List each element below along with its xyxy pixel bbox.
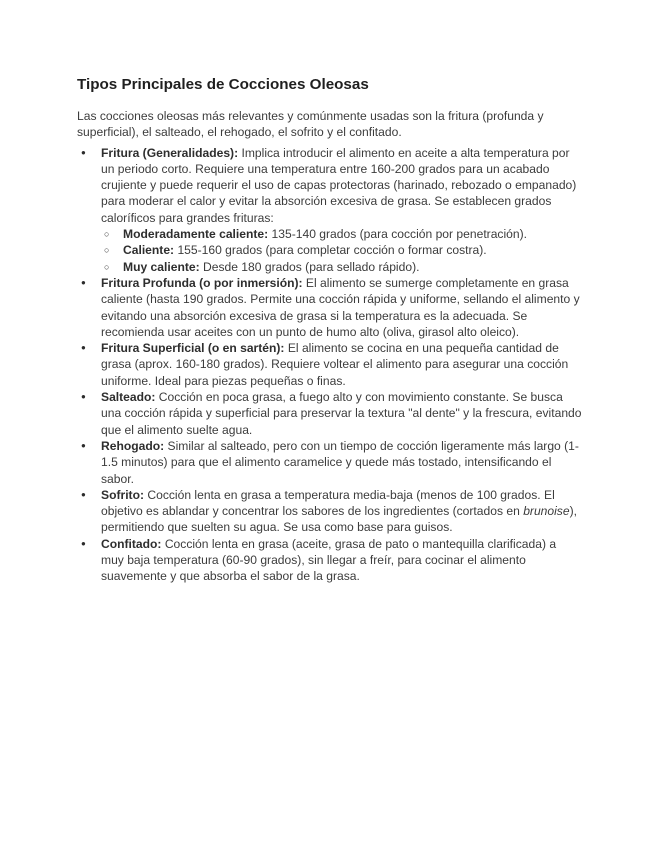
list-item-fritura-superficial: [77, 340, 582, 389]
item-text: Implica introducir el alimento en aceite a alta temperatura por un periodo corto. Requiere una temperatura entre 160-200 grados para un acabado crujiente y puede requerir el uso de capas protectoras (harinado, rebozado o empanado) para moderar el calor y evitar la absorción excesiva de grasa. Se establecen grados caloríficos para grandes frituras:: [101, 145, 577, 225]
item-text: Cocción lenta en grasa (aceite, grasa de pato o mantequilla clarificada) a muy baja temperatura (60-90 grados), sin llegar a freír, para cocinar el alimento suavemente y que absorba el sabor de la grasa.: [101, 536, 557, 584]
sublist-item-muy-caliente: [101, 259, 582, 275]
list-item-confitado: [77, 536, 582, 585]
list-item-rehogado: [77, 438, 582, 487]
page-title: Tipos Principales de Cocciones Oleosas: [77, 76, 369, 93]
item-term: Sofrito:: [101, 487, 144, 502]
item-italic-term: brunoise: [523, 504, 570, 519]
item-term: Fritura Profunda (o por inmersión):: [101, 275, 303, 290]
subitem-text: 135-140 grados (para cocción por penetración).: [268, 227, 528, 242]
document-body: [77, 74, 582, 585]
item-term: Confitado:: [101, 536, 162, 551]
intro-paragraph: Las cocciones oleosas más relevantes y comúnmente usadas son la fritura (profunda y superficial), el salteado, el rehogado, el sofrito y el confitado.: [77, 109, 544, 140]
subitem-term: Muy caliente:: [123, 259, 200, 274]
list-item-fritura-generalidades: [77, 145, 582, 275]
list-item-fritura-profunda: [77, 275, 582, 340]
item-term: Fritura (Generalidades):: [101, 145, 239, 160]
item-text-after: ), permitiendo que suelten su agua. Se usa como base para guisos.: [101, 504, 577, 535]
subitem-term: Moderadamente caliente:: [123, 227, 269, 242]
list-item-sofrito: [77, 487, 582, 536]
item-term: Rehogado:: [101, 438, 165, 453]
subitem-term: Caliente:: [123, 243, 175, 258]
item-text: Similar al salteado, pero con un tiempo de cocción ligeramente más largo (1-1.5 minutos) para que el alimento caramelice y quede más tostado, intensificando el sabor.: [101, 438, 579, 486]
temperature-sublist: [101, 226, 582, 275]
item-text: El alimento se sumerge completamente en grasa caliente (hasta 190 grados. Permite una cocción rápida y uniforme, sellando el alimento y evitando una absorción excesiva de grasa si la temperatura es la adecuada. Se recomienda usar aceites con un punto de humo alto (oliva, girasol alto oleico).: [101, 275, 580, 339]
sublist-item-caliente: [101, 242, 582, 258]
sublist-item-moderadamente-caliente: [101, 226, 582, 242]
item-text: Cocción lenta en grasa a temperatura media-baja (menos de 100 grados. El objetivo es ablandar y concentrar los sabores de los ingredientes (cortados en: [101, 487, 555, 519]
cooking-types-list: [77, 145, 582, 585]
subitem-text: 155-160 grados (para completar cocción o formar costra).: [174, 243, 487, 258]
item-term: Salteado:: [101, 390, 156, 405]
subitem-text: Desde 180 grados (para sellado rápido).: [199, 259, 420, 274]
item-text: Cocción en poca grasa, a fuego alto y con movimiento constante. Se busca una cocción rápida y superficial para preservar la textura "al dente" y la frescura, evitando que el alimento suelte agua.: [101, 390, 582, 437]
list-item-salteado: [77, 389, 582, 438]
item-term: Fritura Superficial (o en sartén):: [101, 341, 285, 356]
item-text: El alimento se cocina en una pequeña cantidad de grasa (aprox. 160-180 grados). Requiere voltear el alimento para asegurar una cocción uniforme. Ideal para piezas pequeñas o finas.: [101, 341, 569, 388]
